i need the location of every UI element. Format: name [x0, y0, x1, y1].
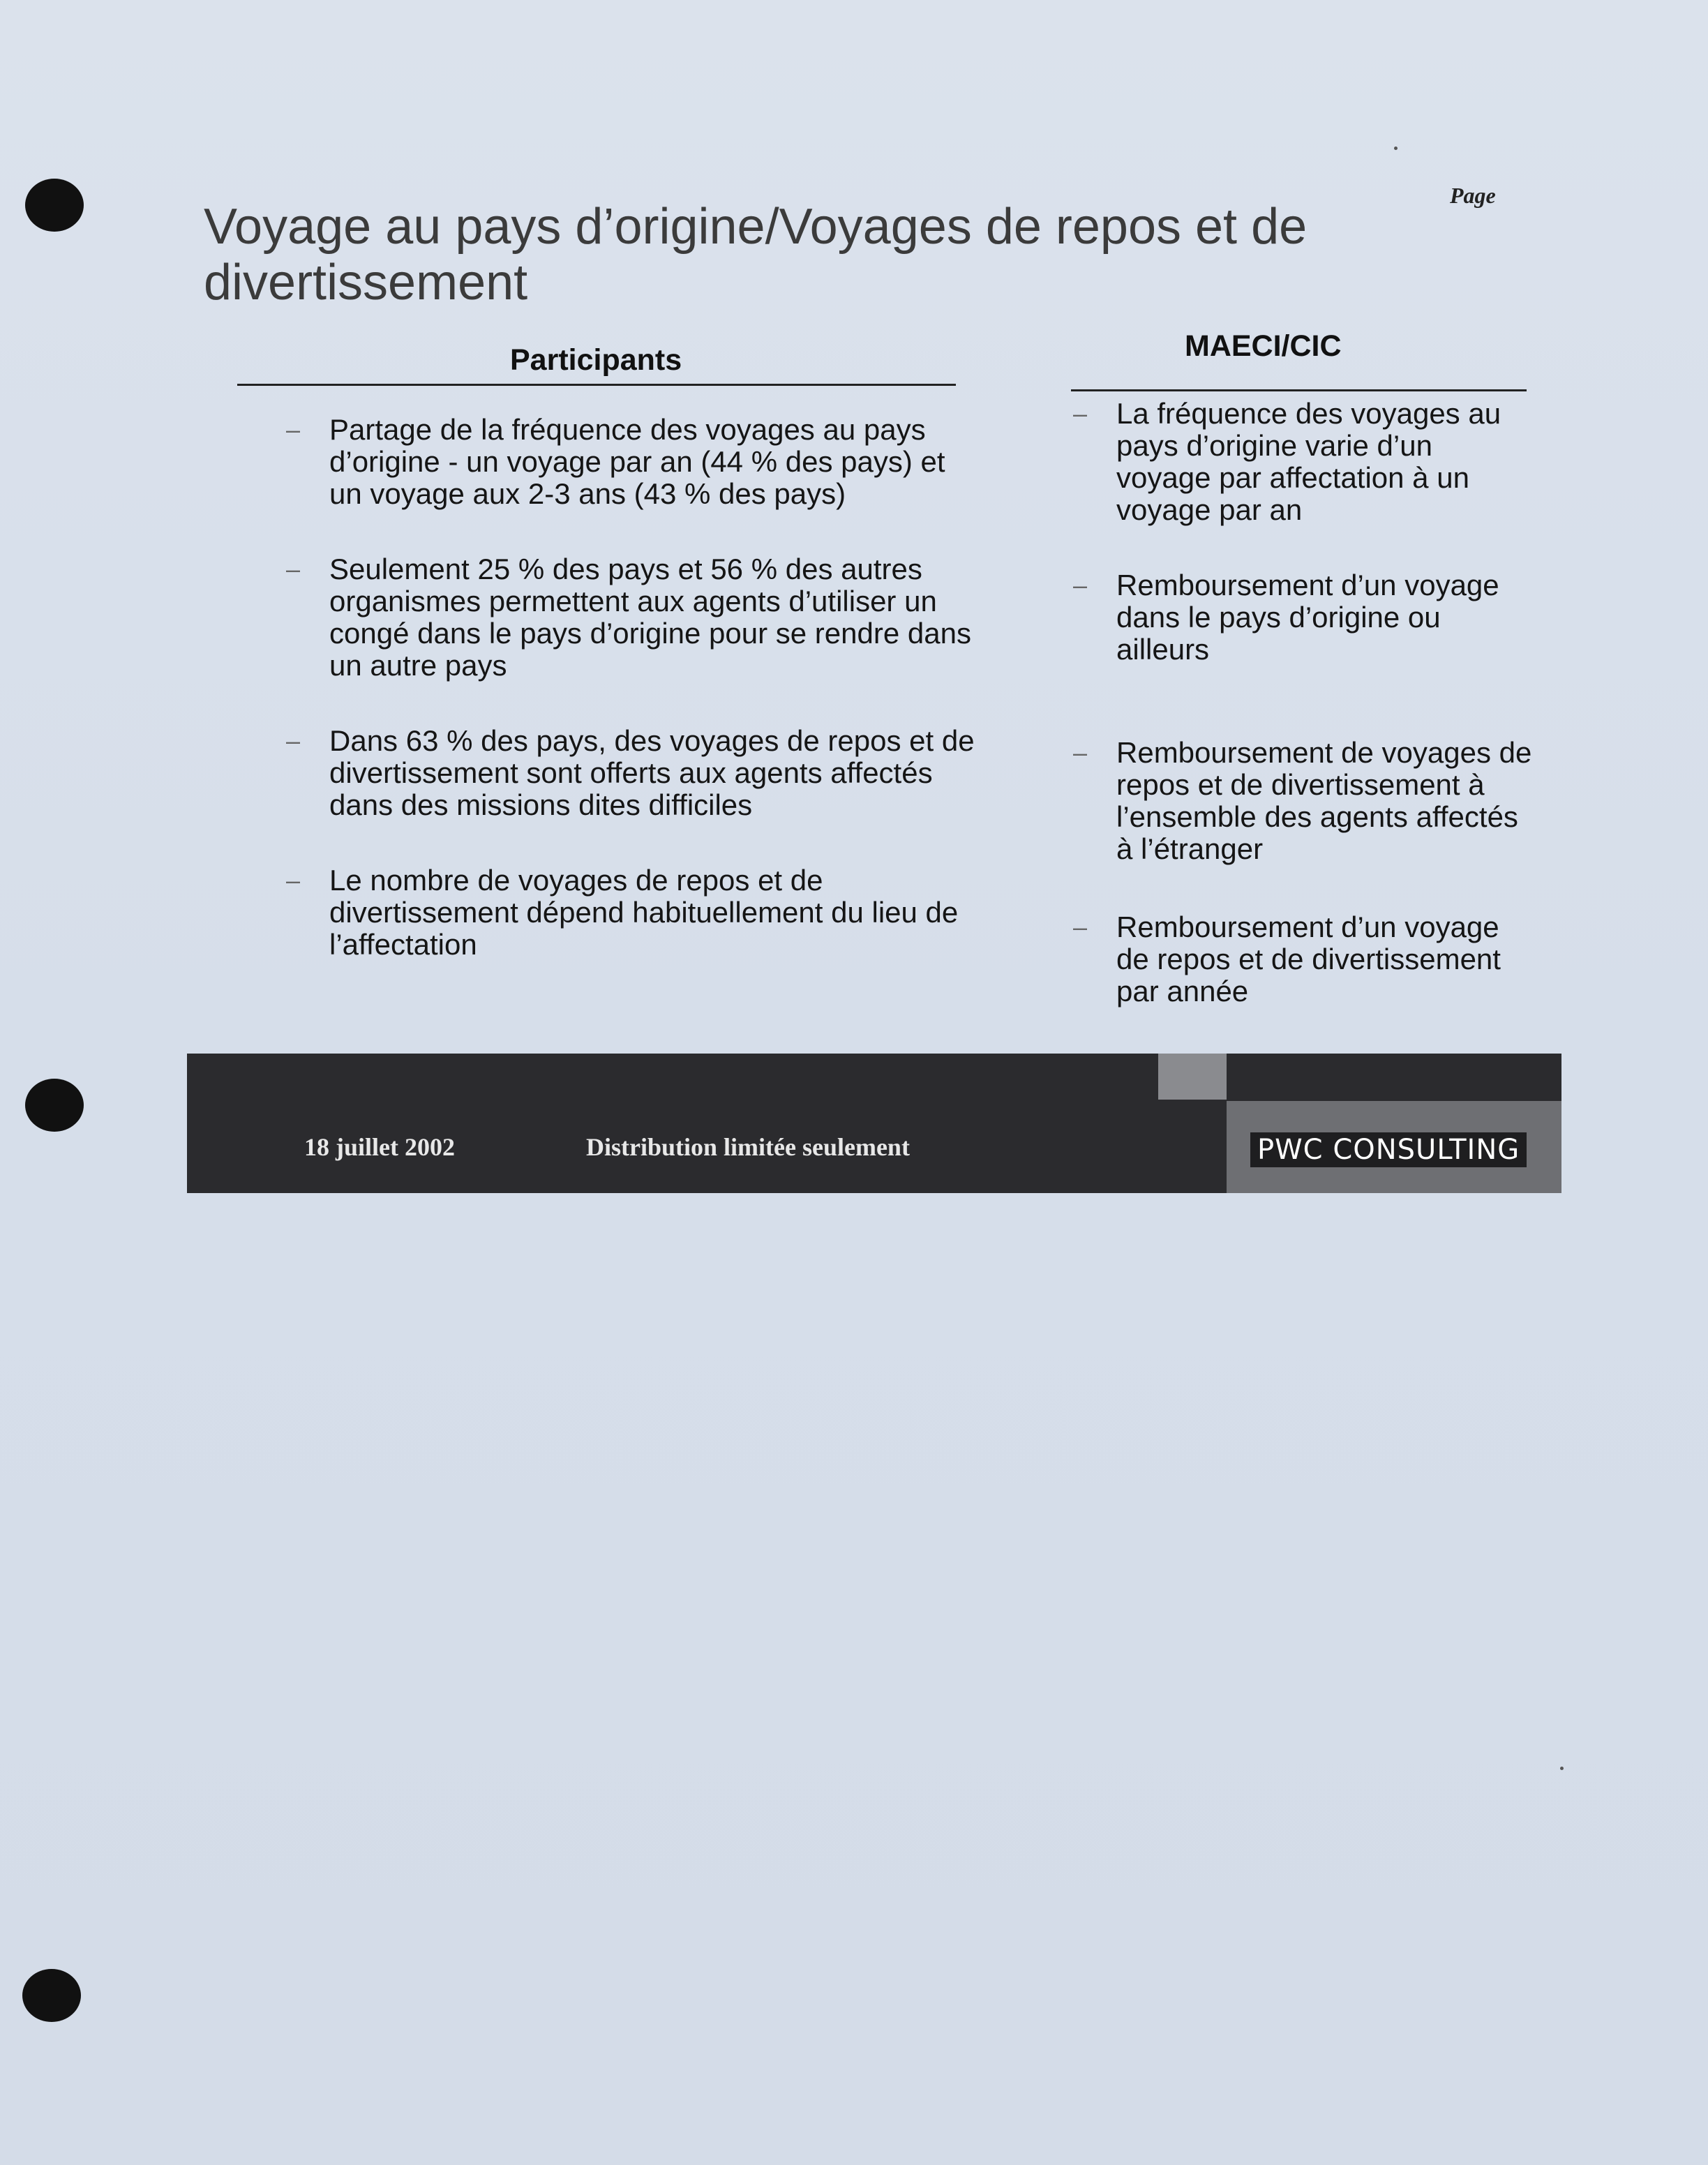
paper-speck [1560, 1767, 1564, 1770]
logo-accent-square [1158, 1054, 1227, 1100]
punch-hole-middle [25, 1079, 84, 1132]
participants-list [286, 414, 984, 961]
column-heading-maeci-cic: MAECI/CIC [1185, 329, 1342, 363]
dash-bullet-icon: – [286, 555, 301, 583]
list-item-text: Seulement 25 % des pays et 56 % des autres organismes permettent aux agents d’utiliser un congé dans le pays d’origine pour se rendre dans un autre pays [329, 553, 971, 682]
dash-bullet-icon: – [1073, 399, 1088, 428]
dash-bullet-icon: – [286, 415, 301, 444]
list-item-text: Dans 63 % des pays, des voyages de repos et de divertissement sont offerts aux agents affectés dans des missions dites difficiles [329, 724, 975, 821]
column-heading-participants: Participants [510, 343, 682, 377]
list-item [1073, 569, 1534, 666]
maeci-cic-list [1073, 398, 1534, 1007]
dash-bullet-icon: – [286, 866, 301, 894]
paper-speck [1394, 147, 1398, 150]
list-item [286, 725, 984, 821]
list-item-text: Remboursement d’un voyage dans le pays d’origine ou ailleurs [1116, 569, 1499, 666]
list-item-text: Remboursement de voyages de repos et de divertissement à l’ensemble des agents affectés à l’étranger [1116, 736, 1532, 865]
punch-hole-bottom [22, 1969, 81, 2022]
punch-hole-top [25, 179, 84, 232]
list-item [1073, 737, 1534, 865]
list-item [286, 414, 984, 510]
dash-bullet-icon: – [1073, 571, 1088, 599]
page-title: Voyage au pays d’origine/Voyages de repos et de divertissement [204, 199, 1308, 310]
left-column-rule [237, 384, 956, 386]
list-item [1073, 398, 1534, 526]
list-item-text: Partage de la fréquence des voyages au pays d’origine - un voyage par an (44 % des pays) et un voyage aux 2-3 ans (43 % des pays) [329, 413, 945, 510]
list-item-text: Remboursement d’un voyage de repos et de divertissement par année [1116, 911, 1501, 1007]
page-label: Page [1450, 183, 1496, 208]
dash-bullet-icon: – [1073, 913, 1088, 941]
list-item [1073, 911, 1534, 1007]
footer-distribution-note: Distribution limitée seulement [586, 1133, 910, 1161]
list-item-text: La fréquence des voyages au pays d’origine varie d’un voyage par affectation à un voyage par an [1116, 397, 1501, 526]
list-item [286, 864, 984, 961]
pwc-consulting-logo: PWC CONSULTING [1250, 1132, 1527, 1167]
footer-date: 18 juillet 2002 [304, 1133, 455, 1161]
dash-bullet-icon: – [286, 726, 301, 755]
list-item-text: Le nombre de voyages de repos et de divertissement dépend habituellement du lieu de l’affectation [329, 864, 959, 961]
right-column-rule [1071, 389, 1527, 391]
list-item [286, 553, 984, 682]
dash-bullet-icon: – [1073, 738, 1088, 767]
